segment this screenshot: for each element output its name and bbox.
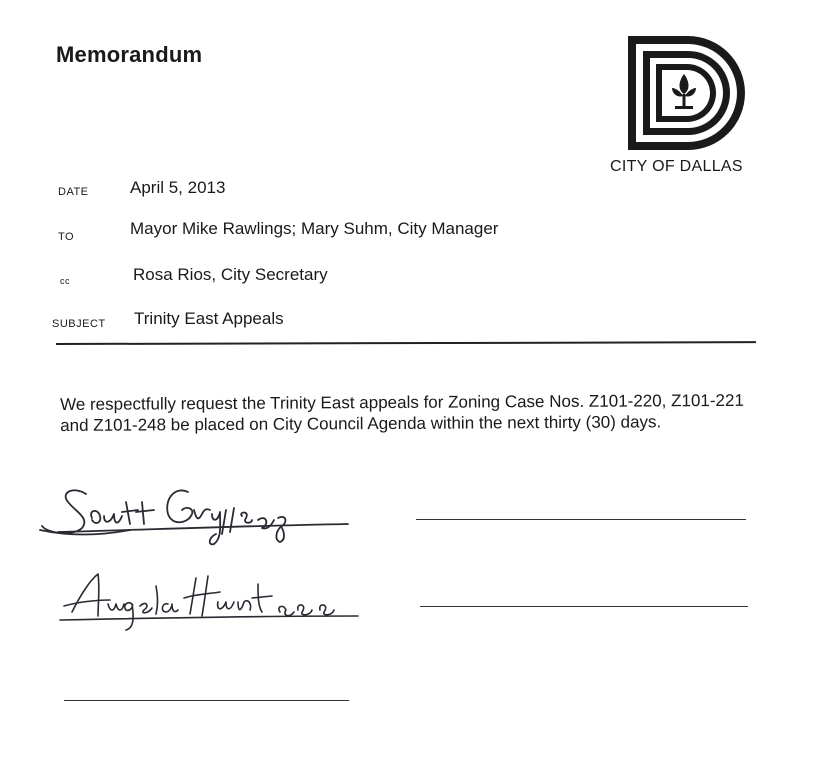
date-label: DATE bbox=[58, 186, 89, 198]
memo-title: Memorandum bbox=[56, 42, 203, 67]
cc-label: cc bbox=[60, 276, 70, 286]
organization-name: CITY OF DALLAS bbox=[610, 158, 743, 175]
city-of-dallas-d-logo-icon bbox=[626, 34, 746, 152]
header-divider bbox=[56, 341, 756, 345]
signature-line bbox=[416, 519, 746, 520]
signature-line bbox=[420, 606, 748, 607]
subject-value: Trinity East Appeals bbox=[134, 309, 284, 328]
signature-scott-griggs bbox=[38, 480, 358, 550]
signature-angela-hunt bbox=[58, 566, 378, 636]
to-value: Mayor Mike Rawlings; Mary Suhm, City Manager bbox=[130, 219, 499, 238]
to-label: TO bbox=[58, 231, 75, 243]
signature-line bbox=[64, 700, 349, 701]
cc-value: Rosa Rios, City Secretary bbox=[133, 265, 328, 284]
date-value: April 5, 2013 bbox=[130, 178, 226, 197]
subject-label: SUBJECT bbox=[52, 318, 106, 330]
memo-body-paragraph: We respectfully request the Trinity East appeals for Zoning Case Nos. Z101-220, Z101-221 and Z101-248 be placed on City Council Agenda within the next thirty (30) days. bbox=[60, 390, 744, 435]
